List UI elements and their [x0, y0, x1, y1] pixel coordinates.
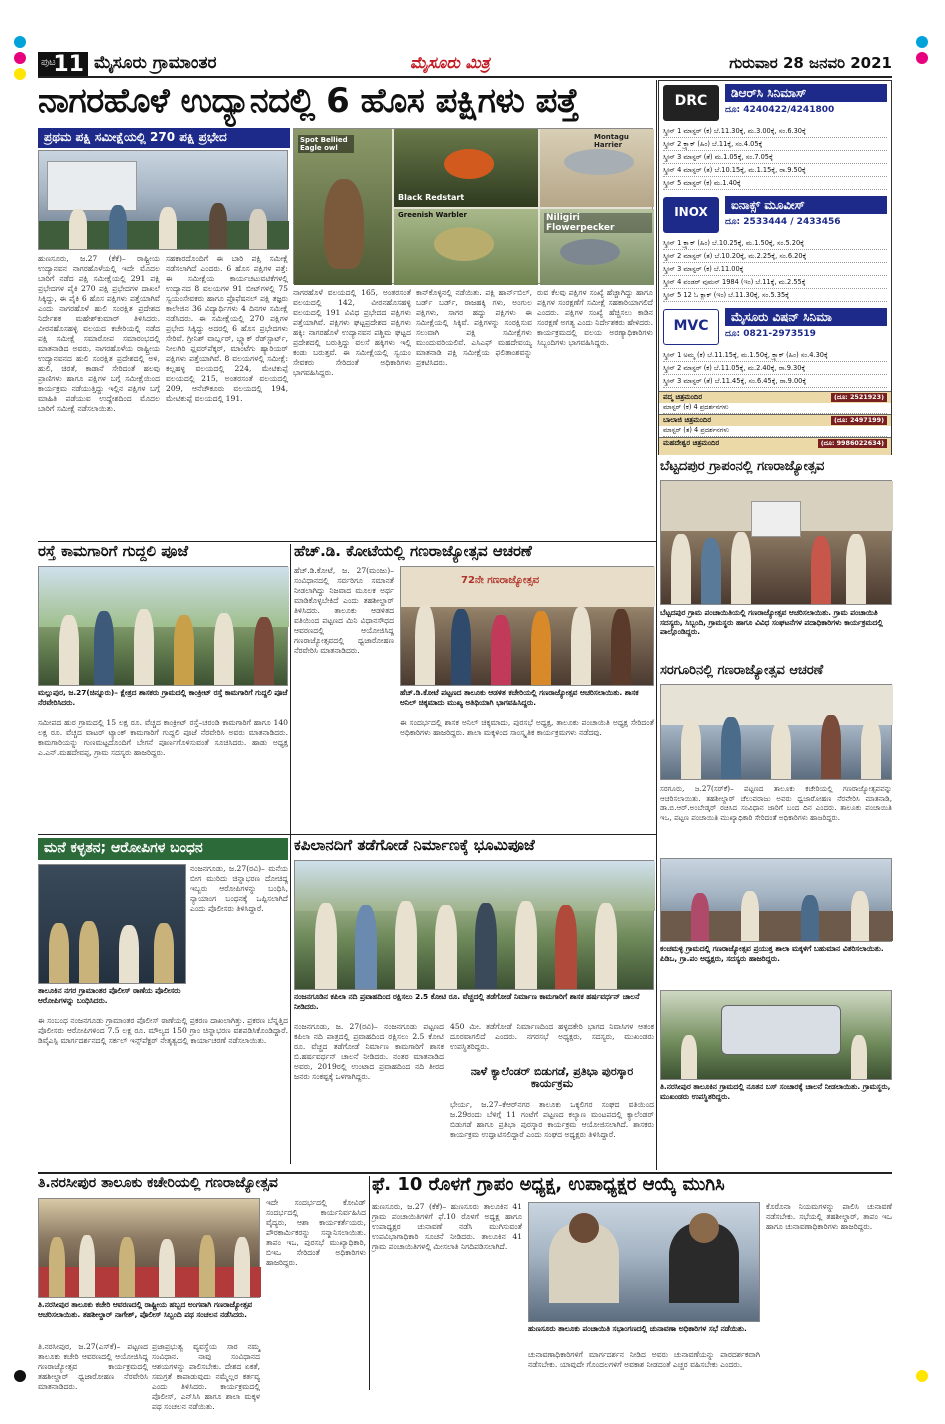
drc-row: ಸ್ಕ್ರೀನ್ 1 ಮಾಸ್ಟರ್ (ಕ) ಬೆ.11.30ಕ್ಕೆ, ಮ.3.00ಕ್ಕೆ, ಸಂ.6.30ಕ್ಕೆ: [663, 127, 887, 138]
newspaper-page: [38, 50, 892, 1412]
calendar-body: ಭೇರ್ಯ, ಜ.27–ಕೆಆರ್‌ನಗರ ತಾಲೂಕು ಒಕ್ಕಲಿಗರ ಸಂಘದ ವತಿಯಿಂದ ಜ.29ರಂದು ಬೆಳಿಗ್ಗೆ 11 ಗಂಟೆಗೆ ಪಟ್ಟಣದ ಕಲ್ಯಾಣ ಮಂಟಪದಲ್ಲಿ ಕ್ಯಾಲೆಂಡರ್ ಬಿಡುಗಡೆ ಹಾಗೂ ಪ್ರತಿಭಾ ಪುರಸ್ಕಾರ ಕಾರ್ಯಕ್ರಮ ಆಯೋಜಿಸಲಾಗಿದೆ. ಶಾಸಕರು ಕಾರ್ಯಕ್ರಮ ಉದ್ಘಾಟಿಸಲಿದ್ದಾರೆ ಎಂದು ಸಂಘದ ಅಧ್ಯಕ್ಷರು ತಿಳಿಸಿದ್ದಾರೆ.: [450, 1100, 654, 1140]
masthead-brand: ಮೈಸೂರು ಮಿತ್ರ: [410, 53, 490, 72]
theater-show: ಮಾಸ್ಟರ್ (ಕ) 4 ಪ್ರದರ್ಶನಗಳು: [663, 403, 887, 414]
folio-bar: [38, 50, 892, 78]
theater-balaji: [659, 414, 891, 426]
registration-dot: [916, 36, 928, 48]
tnpura-caption: ತಿ.ನರಸೀಪುರ ತಾಲೂಕು ಕಚೇರಿ ಆವರಣದಲ್ಲಿ ರಾಷ್ಟ್ರೀಯ ಹಬ್ಬದ ಅಂಗವಾಗಿ ಗಣರಾಜ್ಯೋತ್ಸವ ಆಚರಿಸಲಾಯಿತು. ತಹಶೀಲ್ದಾರ್ ನಾಗೇಶ್, ಪೊಲೀಸ್ ಸಿಬ್ಬಂದಿ ಪಥ ಸಂಚಲನ ನಡೆಸಿದರು.: [38, 1300, 253, 1319]
drc-logo: DRC: [663, 85, 719, 121]
section-rule: [38, 834, 656, 835]
road-caption: ಮಲ್ಲುಪುರ, ಜ.27(ಚಿನ್ನೂರು)– ಕ್ಷೇತ್ರದ ಶಾಸಕರು ಗ್ರಾಮದಲ್ಲಿ ಕಾಂಕ್ರೀಟ್ ರಸ್ತೆ ಕಾಮಗಾರಿಗೆ ಗುದ್ದಲಿ ಪೂಜೆ ನೆರವೇರಿಸಿದರು.: [38, 688, 288, 707]
bird-label-eagle-owl: Spot Bellied Eagle owl: [298, 135, 354, 153]
lead-column-2: ಸಹಕಾರದೊಂದಿಗೆ ಈ ಬಾರಿ ಪಕ್ಷಿ ಸಮೀಕ್ಷೆ ನಡೆಸಲಾಗಿದೆ ಎಂದರು. 6 ಹೊಸ ಪಕ್ಷಿಗಳ ಪತ್ತೆ: ಈ ಸಮೀಕ್ಷೆಯ ಕಾರ್ಯಚಟುವಟಿಕೆಗಳಲ್ಲಿ ಉದ್ಯಾನದ 8 ವಲಯಗಳ 91 ಬೀಟ್‌ಗಳಲ್ಲಿ 75 ಸ್ವಯಂಸೇವಕರು ಹಾಗೂ ಪ್ರೊಫೆಷನಲ್ ಪಕ್ಷಿ ತಜ್ಞರು ಕಾಲೇಜಿನ 36 ವಿದ್ಯಾರ್ಥಿಗಳು 4 ದಿನಗಳ ಸಮೀಕ್ಷೆ ನಡೆಸಿದರು. ಈ ಸಮೀಕ್ಷೆಯಲ್ಲಿ 270 ಪಕ್ಷಿಗಳ ಪ್ರಭೇದ ಸಿಕ್ಕಿದ್ದು ಅದರಲ್ಲಿ 6 ಹೊಸ ಪ್ರಭೇದಗಳು ಸೇರಿವೆ. ಗ್ರೀನಿಶ್ ವಾರ್ಬ್ಲರ್, ಬ್ಲ್ಯಾಕ್ ರೆಡ್‌ಸ್ಟಾರ್ಟ್, ನೀಲಗಿರಿ ಫ್ಲವರ್‌ಪೆಕ್ಕರ್, ಮಾಂಟೆಗು ಹ್ಯಾರಿಯರ್ ಪಕ್ಷಿಗಳು ಪತ್ತೆಯಾಗಿವೆ. 8 ವಲಯಗಳಲ್ಲಿ ಸಮೀಕ್ಷೆ: ಕಲ್ಲಹಳ್ಳ ವಲಯದಲ್ಲಿ 224, ಮೇಟಿಕುಪ್ಪೆ ವಲಯದಲ್ಲಿ 215, ಅಂತರಸಂತೆ ವಲಯದಲ್ಲಿ 209, ಆನೆಚೌಕೂರು ವಲಯದಲ್ಲಿ 194, ಮೇಟಿಕುಪ್ಪೆ ವಲಯದಲ್ಲಿ 191.: [166, 254, 288, 404]
drc-row: ಸ್ಕ್ರೀನ್ 2 ಕ್ರ್ಯಾಕ್ (ಹಿಂ) ಬೆ.11ಕ್ಕೆ, ಸಂ.4.05ಕ್ಕೆ: [663, 140, 887, 151]
road-photo: [38, 566, 288, 686]
bird-label-greenish-warbler: Greenish Warbler: [398, 211, 467, 219]
election-photo: [528, 1202, 760, 1322]
theater-name: ಪದ್ಮ ಚಿತ್ರಮಂದಿರ: [663, 393, 703, 401]
registration-dot: [14, 68, 26, 80]
column-rule: [290, 544, 291, 1164]
kapila-column-2: 450 ಮೀ. ತಡೆಗೋಡೆ ನಿರ್ಮಾಣದಿಂದ ಹಳ್ಳದಕೇರಿ ಭಾಗದ ನಿವಾಸಿಗಳ ಆತಂಕ ದೂರವಾಗಲಿದೆ ಎಂದರು. ನಗರಸಭೆ ಅಧ್ಯಕ್ಷರು, ಸದಸ್ಯರು, ಮುಖಂಡರು ಉಪಸ್ಥಿತರಿದ್ದರು.: [450, 1022, 654, 1052]
lead-column-1: ಹುಣಸೂರು, ಜ.27 (ಕೆಕೆ)– ರಾಷ್ಟ್ರೀಯ ಉದ್ಯಾನವನ ನಾಗರಹೊಳೆಯಲ್ಲಿ ಇದೇ ಮೊದಲ ಬಾರಿಗೆ ನಡೆದ ಪಕ್ಷಿ ಸಮೀಕ್ಷೆಯಲ್ಲಿ 291 ಪಕ್ಷಿ ಪ್ರಭೇದಗಳ ಪೈಕಿ 270 ಪಕ್ಷಿ ಪ್ರಭೇದಗಳ ದಾಖಲೆ ಸಿಕ್ಕಿದ್ದು, ಈ ಪೈಕಿ 6 ಹೊಸ ಪಕ್ಷಿಗಳು ಪತ್ತೆಯಾಗಿವೆ ಎಂದು ನಾಗರಹೊಳೆ ಹುಲಿ ಸಂರಕ್ಷಿತ ಪ್ರದೇಶದ ನಿರ್ದೇಶಕ ಮಹೇಶ್‌ಕುಮಾರ್ ತಿಳಿಸಿದರು. ವೀರನಹೊಸಹಳ್ಳಿ ವಲಯದ ಕಚೇರಿಯಲ್ಲಿ ನಡೆದ ಪಕ್ಷಿ ಸಮೀಕ್ಷೆ ಸಮಾರೋಪ ಸಮಾರಂಭದಲ್ಲಿ ಮಾತನಾಡಿದ ಅವರು, ನಾಗರಹೊಳೆಯ ರಾಷ್ಟ್ರೀಯ ಉದ್ಯಾನವನದ ಹುಲಿ ಸಂರಕ್ಷಿತ ಪ್ರದೇಶದಲ್ಲಿ ಅಳಿ, ಹುಲಿ, ಚಿರತೆ, ಕಾಡಾನೆ ಸೇರಿದಂತೆ ಹಲವು ಪ್ರಾಣಿಗಳು ಹಾಗೂ ಪಕ್ಷಿಗಳ ಬಗ್ಗೆ ಸಮೀಕ್ಷೆಯಿಂದ ಕಾರ್ಯಕ್ರಮ ನಡೆಯುತ್ತಿದ್ದು ಇಲ್ಲಿನ ಪಕ್ಷಿಗಳ ಬಗ್ಗೆ ಮಾಹಿತಿ ಪಡೆಯುವ ಉದ್ದೇಶದಿಂದ ಮೊದಲ ಬಾರಿಗೆ ಸಮೀಕ್ಷೆ ನಡೆಸಲಾಯಿತು.: [38, 254, 160, 414]
registration-dot: [14, 36, 26, 48]
lead-headline: ನಾಗರಹೊಳೆ ಉದ್ಯಾನದಲ್ಲಿ 6 ಹೊಸ ಪಕ್ಷಿಗಳು ಪತ್ತೆ: [38, 81, 579, 121]
sargur-body: ಸರಗೂರು, ಜ.27(ಸರ್‌ಕೆ)– ಪಟ್ಟಣದ ತಾಲೂಕು ಕಚೇರಿಯಲ್ಲಿ ಗಣರಾಜ್ಯೋತ್ಸವವನ್ನು ಆಚರಿಸಲಾಯಿತು. ತಹಶೀಲ್ದಾರ್ ಚೆಲುವರಾಜು ಅವರು ಧ್ವಜಾರೋಹಣ ನೆರವೇರಿಸಿ ಮಾತನಾಡಿ, ಡಾ.ಬಿ.ಆರ್.ಅಂಬೇಡ್ಕರ್ ರಚಿಸಿದ ಸಂವಿಧಾನ ಜಾರಿಗೆ ಬಂದ ದಿನ ಎಂದರು. ತಾಲೂಕು ಪಂಚಾಯಿತಿ ಇಒ, ಪಟ್ಟಣ ಪಂಚಾಯಿತಿ ಮುಖ್ಯಾಧಿಕಾರಿ ಸೇರಿದಂತೆ ಅಧಿಕಾರಿಗಳು ಹಾಜರಿದ್ದರು.: [660, 784, 892, 822]
bird-label-flowerpecker: Niligiri Flowerpecker: [544, 213, 652, 233]
bus-launch-photo: [660, 990, 892, 1080]
mvc-row: ಸ್ಕ್ರೀನ್ 2 ಮಾಸ್ಟರ್ (ಕ) ಬೆ.11.05ಕ್ಕೆ, ಮ.2.40ಕ್ಕೆ, ರಾ.9.30ಕ್ಕೆ: [663, 364, 887, 375]
tnpura-headline: ತಿ.ನರಸೀಪುರ ತಾಲೂಕು ಕಚೇರಿಯಲ್ಲಿ ಗಣರಾಜ್ಯೋತ್ಸವ: [38, 1175, 278, 1191]
lead-column-3: ನಾಗರಹೊಳೆ ವಲಯದಲ್ಲಿ 165, ಅಂತರಸಂತೆ ವಲಯದಲ್ಲಿ 142, ವೀರನಹೊಸಹಳ್ಳಿ ವಲಯದಲ್ಲಿ 191 ವಿವಿಧ ಪ್ರಭೇದದ ಪಕ್ಷಿಗಳು ಪತ್ತೆಯಾಗಿವೆ. ಪಕ್ಷಿಗಳು ಘಟ್ಟಪ್ರದೇಶದ ಪಕ್ಷಿಗಳು ಹಕ್ಕಿ: ನಾಗರಹೊಳೆ ಉದ್ಯಾನವನ ಪಶ್ಚಿಮ ಘಟ್ಟದ ಪ್ರದೇಶದಲ್ಲಿ ಬರುತ್ತಿದ್ದು ವಲಸೆ ಹಕ್ಕಿಗಳು ಇಲ್ಲಿ ಕಂಡು ಬರುತ್ತವೆ. ಈ ಸಮೀಕ್ಷೆಯಲ್ಲಿ ಸ್ವಯಂ ಸೇವಕರು ಸೇರಿದಂತೆ ಅಧಿಕಾರಿಗಳು ಭಾಗವಹಿಸಿದ್ದರು.: [293, 288, 411, 378]
tnpura-column-2: ಪ್ರಜಾಪ್ರಭುತ್ವ ವ್ಯವಸ್ಥೆಯ ಸಾರ ನಮ್ಮ ಸಂವಿಧಾನ. ನಾವು ಸಂವಿಧಾನದ ಆಶಯಗಳನ್ನು ಪಾಲಿಸಬೇಕು. ದೇಶದ ಏಕತೆ, ಸಮಗ್ರತೆ ಕಾಪಾಡುವುದು ನಮ್ಮೆಲ್ಲರ ಕರ್ತವ್ಯ ಎಂದು ತಿಳಿಸಿದರು. ಕಾರ್ಯಕ್ರಮದಲ್ಲಿ ಪೊಲೀಸ್, ಎನ್‌ಸಿಸಿ ಹಾಗೂ ಶಾಲಾ ಮಕ್ಕಳ ಪಥ ಸಂಚಲನ ನಡೆಯಿತು.: [152, 1342, 260, 1412]
drc-row: ಸ್ಕ್ರೀನ್ 5 ಮಾಸ್ಟರ್ (ಕ) ಮ.1.40ಕ್ಕೆ: [663, 179, 887, 190]
election-caption: ಹುಣಸೂರು ತಾಲೂಕು ಪಂಚಾಯಿತಿ ಸಭಾಂಗಣದಲ್ಲಿ ಚುನಾವಣಾ ಅಧಿಕಾರಿಗಳ ಸಭೆ ನಡೆಯಿತು.: [528, 1324, 747, 1333]
registration-dot: [916, 1370, 928, 1382]
mvc-header: [659, 305, 891, 349]
drc-row: ಸ್ಕ್ರೀನ್ 3 ಮಾಸ್ಟರ್ (ತೆ) ಮ.1.05ಕ್ಕೆ, ಸಂ.7.05ಕ್ಕೆ: [663, 153, 887, 164]
drc-name: ಡಿಆರ್‌ಸಿ ಸಿನಿಮಾಸ್: [725, 84, 887, 102]
hdkote-headline: ಹೆಚ್.ಡಿ. ಕೋಟೆಯಲ್ಲಿ ಗಣರಾಜ್ಯೋತ್ಸವ ಆಚರಣೆ: [294, 542, 532, 560]
bettadapura-photo: [660, 480, 892, 605]
bird-collage: [293, 128, 653, 284]
registration-dot: [14, 52, 26, 64]
sargur-headline: ಸರಗೂರಿನಲ್ಲಿ ಗಣರಾಜ್ಯೋತ್ಸವ ಆಚರಣೆ: [660, 663, 824, 678]
calendar-headline: ನಾಳೆ ಕ್ಯಾಲೆಂಡರ್ ಬಿಡುಗಡೆ, ಪ್ರತಿಭಾ ಪುರಸ್ಕಾರ ಕಾರ್ಯಕ್ರಮ: [470, 1065, 634, 1090]
inox-header: [659, 193, 891, 237]
bettadapura-caption: ಬೆಟ್ಟದಪುರ ಗ್ರಾಮ ಪಂಚಾಯಿತಿಯಲ್ಲಿ ಗಣರಾಜ್ಯೋತ್ಸವ ಆಚರಿಸಲಾಯಿತು. ಗ್ರಾಮ ಪಂಚಾಯಿತಿ ಸದಸ್ಯರು, ಸಿಬ್ಬಂದಿ, ಗ್ರಾಮಸ್ಥರು ಹಾಗೂ ವಿವಿಧ ಸಂಘಟನೆಗಳ ಪದಾಧಿಕಾರಿಗಳು ಕಾರ್ಯಕ್ರಮದಲ್ಲಿ ಪಾಲ್ಗೊಂಡಿದ್ದರು.: [660, 608, 883, 637]
hdkote-column-1: ಹೆಚ್.ಡಿ.ಕೋಟೆ, ಜ. 27(ಮಂಜು)– ಸಂವಿಧಾನದಲ್ಲಿ ಸರ್ವರಿಗೂ ಸಮಾನತೆ ನೀಡಲಾಗಿದ್ದು ನಿಜವಾದ ಮೂಲಕ ಅರ್ಥ ಮಾಡಿಕೊಳ್ಳಬೇಕಿದೆ ಎಂದು ತಹಶೀಲ್ದಾರ್ ತಿಳಿಸಿದರು. ತಾಲೂಕು ಆಡಳಿತದ ವತಿಯಿಂದ ಪಟ್ಟಣದ ಮಿನಿ ವಿಧಾನಸೌಧದ ಆವರಣದಲ್ಲಿ ಆಯೋಜಿಸಿದ್ದ ಗಣರಾಜ್ಯೋತ್ಸವದಲ್ಲಿ ಧ್ವಜಾರೋಹಣ ನೆರವೇರಿಸಿ ಮಾತನಾಡಿದರು.: [294, 566, 394, 656]
theater-phone: (ದೂ: 2521923): [831, 393, 887, 402]
bus-launch-caption: ತಿ.ನರಸೀಪುರ ತಾಲೂಕಿನ ಗ್ರಾಮದಲ್ಲಿ ನೂತನ ಬಸ್ ಸಂಚಾರಕ್ಕೆ ಚಾಲನೆ ನೀಡಲಾಯಿತು. ಗ್ರಾಮಸ್ಥರು, ಮುಖಂಡರು ಉಪಸ್ಥಿತರಿದ್ದರು.: [660, 1082, 891, 1101]
registration-dot: [916, 52, 928, 64]
theater-show: ಮಾಸ್ಟರ್ (ತ) 4 ಪ್ರದರ್ಶನಗಳು: [663, 426, 887, 437]
inox-row: ಸ್ಕ್ರೀನ್ 3 ಮಾಸ್ಟರ್ (ಕ) ಬೆ.11.00ಕ್ಕೆ: [663, 265, 887, 276]
election-column-1: ಹುಣಸೂರು, ಜ.27 (ಕೆಕೆ)– ಹುಣಸೂರು ತಾಲೂಕಿನ 41 ಗ್ರಾಮ ಪಂಚಾಯಿತಿಗಳಿಗೆ ಫೆ.10 ರೊಳಗೆ ಅಧ್ಯಕ್ಷ ಹಾಗೂ ಉಪಾಧ್ಯಕ್ಷರ ಚುನಾವಣೆ ನಡೆಸಿ ಮುಗಿಸುವಂತೆ ಉಪವಿಭಾಗಾಧಿಕಾರಿ ಸೂಚನೆ ನೀಡಿದರು. ತಾಲೂಕಿನ 41 ಗ್ರಾಮ ಪಂಚಾಯಿತಿಗಳಲ್ಲಿ ಮೀಸಲಾತಿ ನಿಗದಿಪಡಿಸಲಾಗಿದೆ.: [372, 1202, 522, 1252]
drc-phone: ದೂ: 4240422/4241800: [725, 105, 835, 115]
theater-name: ಬಾಲಾಜಿ ಚಿತ್ರಮಂದಿರ: [663, 416, 712, 424]
hdkote-banner: 72ನೇ ಗಣರಾಜ್ಯೋತ್ಸವ: [461, 575, 539, 586]
hdkote-photo: [400, 566, 654, 686]
theater-padma: [659, 391, 891, 403]
drc-header: [659, 81, 891, 125]
road-headline: ರಸ್ತೆ ಕಾಮಗಾರಿಗೆ ಗುದ್ದಲಿ ಪೂಜೆ: [38, 542, 189, 560]
kapila-caption: ನಂಜನಗೂಡಿನ ಕಪಿಲಾ ನದಿ ಪ್ರವಾಹದಿಂದ ರಕ್ಷಿಸಲು 2.5 ಕೋಟಿ ರೂ. ವೆಚ್ಚದಲ್ಲಿ ತಡೆಗೋಡೆ ನಿರ್ಮಾಣ ಕಾಮಗಾರಿಗೆ ಶಾಸಕ ಹರ್ಷವರ್ಧನ್ ಚಾಲನೆ ನೀಡಿದರು.: [294, 992, 640, 1011]
hdkote-column-2: ಈ ಸಂದರ್ಭದಲ್ಲಿ ಶಾಸಕ ಅನಿಲ್ ಚಿಕ್ಕಮಾದು, ಪುರಸಭೆ ಅಧ್ಯಕ್ಷ, ತಾಲೂಕು ಪಂಚಾಯಿತಿ ಅಧ್ಯಕ್ಷ ಸೇರಿದಂತೆ ಅಧಿಕಾರಿಗಳು ಹಾಜರಿದ್ದರು. ಶಾಲಾ ಮಕ್ಕಳಿಂದ ಸಾಂಸ್ಕೃತಿಕ ಕಾರ್ಯಕ್ರಮಗಳು ನಡೆದವು.: [400, 718, 654, 738]
mvc-row: ಸ್ಕ್ರೀನ್ 3 ಮಾಸ್ಟರ್ (ತೆ) ಬೆ.11.45ಕ್ಕೆ, ಸಂ.6.45ಕ್ಕೆ, ರಾ.9.00ಕ್ಕೆ: [663, 377, 887, 388]
theft-headline: ಮನೆ ಕಳ್ಳತನ; ಆರೋಪಿಗಳ ಬಂಧನ: [38, 838, 288, 860]
lead-kicker: ಪ್ರಥಮ ಪಕ್ಷಿ ಸಮೀಕ್ಷೆಯಲ್ಲಿ 270 ಪಕ್ಷಿ ಪ್ರಭೇದ: [38, 128, 290, 148]
issue-date: ಗುರುವಾರ 28 ಜನವರಿ 2021: [729, 54, 892, 72]
column-rule: [369, 1176, 370, 1390]
theater-phone: (ದೂ: 2497199): [831, 416, 887, 425]
section-title: ಮೈಸೂರು ಗ್ರಾಮಾಂತರ: [94, 53, 217, 73]
inox-row: ಸ್ಕ್ರೀನ್ 5 12 ಓ ಕ್ಲಾಕ್ (ಇಂ) ಬೆ.11.30ಕ್ಕೆ, ಸಂ.5.35ಕ್ಕೆ: [663, 291, 887, 302]
kapila-headline: ಕಪಿಲಾನದಿಗೆ ತಡೆಗೋಡೆ ನಿರ್ಮಾಣಕ್ಕೆ ಭೂಮಿಪೂಜೆ: [294, 836, 535, 854]
page-number: 11: [53, 52, 84, 77]
inox-row: ಸ್ಕ್ರೀನ್ 1 ಕ್ರ್ಯಾಕ್ (ಹಿಂ) ಬೆ.10.25ಕ್ಕೆ, ಮ.1.50ಕ್ಕೆ, ಸಂ.5.20ಕ್ಕೆ: [663, 239, 887, 250]
tnpura-photo: [38, 1198, 260, 1298]
inox-name: ಐನಾಕ್ಸ್ ಮೂವೀಸ್: [725, 196, 887, 214]
theater-mahadeshwara: [659, 437, 891, 455]
bettadapura-headline: ಬೆಟ್ಟದಪುರ ಗ್ರಾಪಂನಲ್ಲಿ ಗಣರಾಜ್ಯೋತ್ಸವ: [660, 459, 825, 474]
election-headline: ಫೆ. 10 ರೊಳಗೆ ಗ್ರಾಪಂ ಅಧ್ಯಕ್ಷ, ಉಪಾಧ್ಯಕ್ಷರ ಆಯ್ಕೆ ಮುಗಿಸಿ: [372, 1174, 725, 1195]
section-rule: [38, 1172, 892, 1174]
theater-name: ಮಹದೇಶ್ವರ ಚಿತ್ರಮಂದಿರ: [663, 439, 720, 447]
mvc-name: ಮೈಸೂರು ವಿಷನ್ ಸಿನಿಮಾ: [725, 308, 887, 326]
inox-phone: ದೂ: 2533444 / 2433456: [725, 217, 841, 227]
kanchamalli-photo: [660, 858, 892, 942]
election-column-3: ಕೊರೊನಾ ನಿಯಮಗಳನ್ನು ಪಾಲಿಸಿ ಚುನಾವಣೆ ನಡೆಸಬೇಕು. ಸಭೆಯಲ್ಲಿ ತಹಶೀಲ್ದಾರ್, ತಾಪಂ ಇಒ ಹಾಗೂ ಚುನಾವಣಾಧಿಕಾರಿಗಳು ಹಾಜರಿದ್ದರು.: [766, 1202, 892, 1232]
theft-photo: [38, 864, 186, 984]
mvc-phone: ದೂ: 0821-2973519: [725, 329, 816, 339]
mvc-logo: MVC: [663, 309, 719, 345]
inox-row: ಸ್ಕ್ರೀನ್ 4 ವಂಡರ್ ವುಮನ್ 1984 (ಇಂ) ಬೆ.11ಕ್ಕೆ, ಮ.2.55ಕ್ಕೆ: [663, 278, 887, 289]
page-tag: [38, 52, 88, 76]
bird-label-black-redstart: Black Redstart: [398, 193, 465, 202]
registration-dot: [14, 1370, 26, 1382]
election-column-2: ಚುನಾವಣಾಧಿಕಾರಿಗಳಿಗೆ ಮಾರ್ಗದರ್ಶನ ನೀಡಿದ ಅವರು ಚುನಾವಣೆಯನ್ನು ಪಾರದರ್ಶಕವಾಗಿ ನಡೆಸಬೇಕು. ಯಾವುದೇ ಗೊಂದಲಗಳಿಗೆ ಅವಕಾಶ ನೀಡದಂತೆ ಎಚ್ಚರ ವಹಿಸಬೇಕು ಎಂದರು.: [528, 1350, 760, 1370]
sargur-photo: [660, 684, 892, 780]
kanchamalli-caption: ಕಂಚಮಳ್ಳಿ ಗ್ರಾಮದಲ್ಲಿ ಗಣರಾಜ್ಯೋತ್ಸವ ಪ್ರಯುಕ್ತ ಶಾಲಾ ಮಕ್ಕಳಿಗೆ ಬಹುಮಾನ ವಿತರಿಸಲಾಯಿತು. ಪಿಡಿಒ, ಗ್ರಾ.ಪಂ ಅಧ್ಯಕ್ಷರು, ಸದಸ್ಯರು ಹಾಜರಿದ್ದರು.: [660, 944, 884, 963]
section-rule: [38, 541, 656, 542]
theater-phone: (ದೂ: 9986022634): [818, 439, 887, 448]
inox-row: ಸ್ಕ್ರೀನ್ 2 ಮಾಸ್ಟರ್ (ತ) ಬೆ.10.20ಕ್ಕೆ, ಮ.2.25ಕ್ಕೆ, ಸಂ.6.20ಕ್ಕೆ: [663, 252, 887, 263]
theft-column-2: ಈ ಸಂಬಂಧ ನಂಜನಗೂಡು ಗ್ರಾಮಾಂತರ ಪೊಲೀಸ್ ಠಾಣೆಯಲ್ಲಿ ಪ್ರಕರಣ ದಾಖಲಾಗಿತ್ತು. ಪ್ರಕರಣ ಬೆನ್ನತ್ತಿದ ಪೊಲೀಸರು ಆರೋಪಿಗಳಿಂದ 7.5 ಲಕ್ಷ ರೂ. ಮೌಲ್ಯದ 150 ಗ್ರಾಂ ಚಿನ್ನಾಭರಣ ವಶಪಡಿಸಿಕೊಂಡಿದ್ದಾರೆ. ಡಿವೈಎಸ್ಪಿ ಮಾರ್ಗದರ್ಶನದಲ್ಲಿ ಸರ್ಕಲ್ ಇನ್ಸ್‌ಪೆಕ್ಟರ್ ನೇತೃತ್ವದಲ್ಲಿ ಕಾರ್ಯಾಚರಣೆ ನಡೆಸಲಾಯಿತು.: [38, 1016, 288, 1046]
survey-meeting-photo: [38, 150, 288, 250]
kapila-photo: [294, 860, 654, 990]
tnpura-column-3: ಇದೇ ಸಂದರ್ಭದಲ್ಲಿ ಕೋವಿಡ್ ಸಂದರ್ಭದಲ್ಲಿ ಕಾರ್ಯನಿರ್ವಹಿಸಿದ ವೈದ್ಯರು, ಆಶಾ ಕಾರ್ಯಕರ್ತೆಯರು, ಪೌರಕಾರ್ಮಿಕರನ್ನು ಸನ್ಮಾನಿಸಲಾಯಿತು. ತಾಪಂ ಇಒ, ಪುರಸಭೆ ಮುಖ್ಯಾಧಿಕಾರಿ, ಬಿಇಒ ಸೇರಿದಂತೆ ಅಧಿಕಾರಿಗಳು ಹಾಜರಿದ್ದರು.: [266, 1198, 366, 1268]
bird-label-montagu-harrier: Montagu Harrier: [594, 133, 629, 149]
theft-caption: ತಾಲೂಕಿನ ನಗರ ಗ್ರಾಮಾಂತರ ಪೊಲೀಸ್ ಠಾಣೆಯ ಪೊಲೀಸರು ಆರೋಪಿಗಳನ್ನು ಬಂಧಿಸಿದರು.: [38, 986, 181, 1005]
theft-body: ನಂಜನಗೂಡು, ಜ.27(ರವಿ)– ಮನೆಯ ಬೀಗ ಮುರಿದು ಚಿನ್ನಾಭರಣ ದೋಚಿದ್ದ ಇಬ್ಬರು ಆರೋಪಿಗಳನ್ನು ಬಂಧಿಸಿ, ನ್ಯಾಯಾಂಗ ಬಂಧನಕ್ಕೆ ಒಪ್ಪಿಸಲಾಗಿದೆ ಎಂದು ಪೊಲೀಸರು ತಿಳಿಸಿದ್ದಾರೆ.: [190, 864, 288, 914]
road-body: ಸಮೀಪದ ಹುರ ಗ್ರಾಮದಲ್ಲಿ 15 ಲಕ್ಷ ರೂ. ವೆಚ್ಚದ ಕಾಂಕ್ರೀಟ್ ರಸ್ತೆ–ಚರಂಡಿ ಕಾಮಗಾರಿಗೆ ಹಾಗೂ 140 ಲಕ್ಷ ರೂ. ವೆಚ್ಚದ ವಾಟರ್ ಟ್ಯಾಂಕ್ ಕಾಮಗಾರಿಗೆ ಗುದ್ದಲಿ ಪೂಜೆ ನೆರವೇರಿಸಿ ಅವರು ಮಾತನಾಡಿದರು. ಕಾಮಗಾರಿಯನ್ನು ಗುಣಮಟ್ಟದೊಂದಿಗೆ ಬೇಗನೆ ಪೂರ್ಣಗೊಳಿಸುವಂತೆ ಸೂಚಿಸಿದರು. ಹಾಡು ಅಧ್ಯಕ್ಷ ಎ.ಎನ್.ಮಹದೇವಪ್ಪ, ಗ್ರಾಮ ಸದಸ್ಯರು ಹಾಜರಿದ್ದರು.: [38, 718, 288, 758]
drc-row: ಸ್ಕ್ರೀನ್ 4 ಮಾಸ್ಟರ್ (ತ) ಬೆ.10.15ಕ್ಕೆ, ಮ.1.15ಕ್ಕೆ, ರಾ.9.50ಕ್ಕೆ: [663, 166, 887, 177]
column-rule: [656, 80, 657, 1170]
page-word: ಪುಟ: [41, 57, 56, 68]
tnpura-column-1: ತಿ.ನರಸೀಪುರ, ಜ.27(ಎಸ್‌ಕೆ)– ಪಟ್ಟಣದ ತಾಲೂಕು ಕಚೇರಿ ಆವರಣದಲ್ಲಿ ಆಯೋಜಿಸಿದ್ದ ಗಣರಾಜ್ಯೋತ್ಸವ ಕಾರ್ಯಕ್ರಮದಲ್ಲಿ ತಹಶೀಲ್ದಾರ್ ಧ್ವಜಾರೋಹಣ ನೆರವೇರಿಸಿ ಮಾತನಾಡಿದರು.: [38, 1342, 148, 1392]
lead-column-4: ಕಾನ್‌ಕೊಳ್ಳಿನಲ್ಲಿ ನಡೆಯಿತು. ಪಕ್ಷಿ ಹಾರ್ನ್‌ಬಿಲ್, ಬರ್ಡ್ ಬರ್ಡ್, ರಾಜಹಕ್ಕಿ ಗಳು, ಅಂಗುಲ ಪಕ್ಷಿಗಳು, ಸಾಗರ ಹದ್ದು ಪಕ್ಷಿಗಳು ಈ ಸಮೀಕ್ಷೆಯಲ್ಲಿ ಸಿಕ್ಕಿವೆ. ಪಕ್ಷಿಗಳನ್ನು ಸಂರಕ್ಷಿಸುವ ಸಲುವಾಗಿ ಪಕ್ಷಿ ಸಮೀಕ್ಷೆಗಳು ಮುಂದುವರಿಯಲಿವೆ. ಎಸಿಎಫ್ ಮಹದೇವಯ್ಯ ಮಾತನಾಡಿ ಪಕ್ಷಿ ಸಮೀಕ್ಷೆಯ ಫಲಿತಾಂಶವನ್ನು ಪ್ರಕಟಿಸಿದರು.: [416, 288, 532, 368]
hdkote-caption: ಹೆಚ್.ಡಿ.ಕೋಟೆ ಪಟ್ಟಣದ ತಾಲೂಕು ಆಡಳಿತ ಕಚೇರಿಯಲ್ಲಿ ಗಣರಾಜ್ಯೋತ್ಸವ ಆಚರಿಸಲಾಯಿತು. ಶಾಸಕ ಅನಿಲ್ ಚಿಕ್ಕಮಾದು ಮುಖ್ಯ ಅತಿಥಿಯಾಗಿ ಭಾಗವಹಿಸಿದ್ದರು.: [400, 688, 639, 707]
kapila-column-1: ನಂಜನಗೂಡು, ಜ. 27(ರವಿ)– ನಂಜನಗೂಡು ಪಟ್ಟಣದ ಕಪಿಲಾ ನದಿ ಪಾತ್ರದಲ್ಲಿ ಪ್ರವಾಹದಿಂದ ರಕ್ಷಿಸಲು 2.5 ಕೋಟಿ ರೂ. ವೆಚ್ಚದ ತಡೆಗೋಡೆ ನಿರ್ಮಾಣ ಕಾಮಗಾರಿಗೆ ಶಾಸಕ ಬಿ.ಹರ್ಷವರ್ಧನ್ ಚಾಲನೆ ನೀಡಿದರು. ನಂತರ ಮಾತನಾಡಿದ ಅವರು, 2019ರಲ್ಲಿ ಉಂಟಾದ ಪ್ರವಾಹದಿಂದ ನದಿ ತೀರದ ಜನರು ಸಂಕಷ್ಟಕ್ಕೆ ಒಳಗಾಗಿದ್ದರು.: [294, 1022, 444, 1082]
cinema-listings: [658, 80, 892, 455]
mvc-row: ಸ್ಕ್ರೀನ್ 1 ಅಮ್ಮ (ಕ) ಬೆ.11.15ಕ್ಕೆ, ಮ.1.50ಕ್ಕೆ, ಕ್ರ್ಯಾಕ್ (ಹಿಂ) ಸಂ.4.30ಕ್ಕೆ: [663, 351, 887, 362]
inox-logo: INOX: [663, 197, 719, 233]
lead-column-5: ರುವ ಕೆಲವು ಪಕ್ಷಿಗಳ ಸಂಖ್ಯೆ ಹೆಚ್ಚಾಗಿದ್ದು ಹಾಗೂ ಪಕ್ಷಿಗಳ ಸಂರಕ್ಷಣೆಗೆ ಸಮೀಕ್ಷೆ ಸಹಕಾರಿಯಾಗಲಿದೆ ಎಂದರು. ಪಕ್ಷಿಗಳ ಸಂಖ್ಯೆ ಹೆಚ್ಚಿಸಲು ಕಾಡಿನ ಸಂರಕ್ಷಣೆ ಅಗತ್ಯ ಎಂದು ನಿರ್ದೇಶಕರು ಹೇಳಿದರು. ಕಾರ್ಯಕ್ರಮದಲ್ಲಿ ವಲಯ ಅರಣ್ಯಾಧಿಕಾರಿಗಳು ಸಿಬ್ಬಂದಿಗಳು ಭಾಗವಹಿಸಿದ್ದರು.: [537, 288, 653, 348]
